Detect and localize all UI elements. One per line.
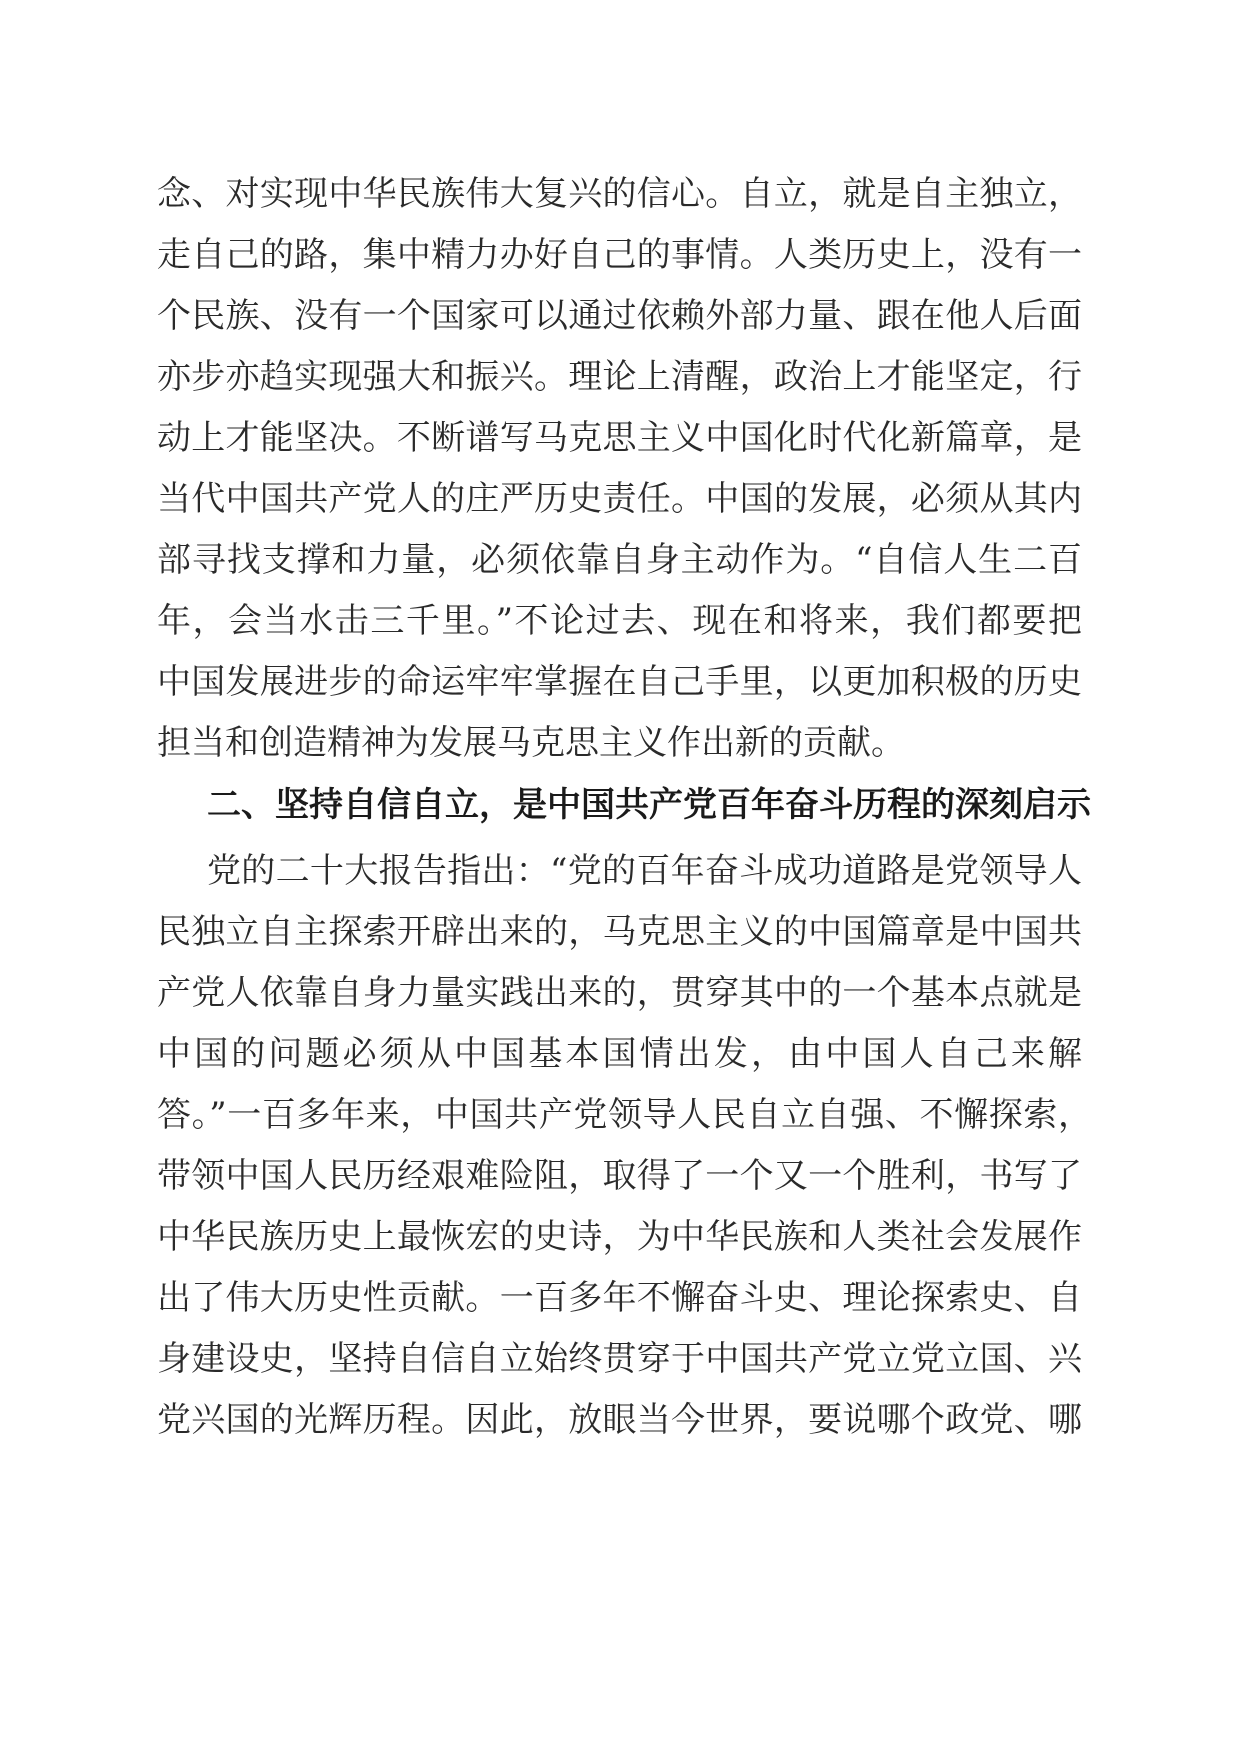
paragraph-1-line-3: 个民族、没有一个国家可以通过依赖外部力量、跟在他人后面	[157, 296, 1082, 336]
paragraph-2-line-8: 出了伟大历史性贡献。一百多年不懈奋斗史、理论探索史、自	[157, 1278, 1082, 1318]
paragraph-2-line-5: 答。”一百多年来，中国共产党领导人民自立自强、不懈探索，	[157, 1095, 1092, 1135]
paragraph-1-line-6: 当代中国共产党人的庄严历史责任。中国的发展，必须从其内	[157, 479, 1082, 519]
paragraph-1-line-1: 念、对实现中华民族伟大复兴的信心。自立，就是自主独立，	[157, 174, 1082, 214]
paragraph-2-line-9: 身建设史，坚持自信自立始终贯穿于中国共产党立党立国、兴	[157, 1339, 1082, 1379]
paragraph-1-line-8: 年，会当水击三千里。”不论过去、现在和将来，我们都要把	[157, 601, 1082, 641]
section-heading: 二、坚持自信自立，是中国共产党百年奋斗历程的深刻启示	[207, 785, 1091, 825]
paragraph-1-line-9: 中国发展进步的命运牢牢掌握在自己手里，以更加积极的历史	[157, 662, 1082, 702]
paragraph-2-line-2: 民独立自主探索开辟出来的，马克思主义的中国篇章是中国共	[157, 912, 1082, 952]
paragraph-2-line-6: 带领中国人民历经艰难险阻，取得了一个又一个胜利，书写了	[157, 1156, 1082, 1196]
paragraph-1-line-4: 亦步亦趋实现强大和振兴。理论上清醒，政治上才能坚定，行	[157, 357, 1082, 397]
paragraph-1-line-10: 担当和创造精神为发展马克思主义作出新的贡献。	[157, 723, 905, 763]
paragraph-1-line-2: 走自己的路，集中精力办好自己的事情。人类历史上，没有一	[157, 235, 1082, 275]
paragraph-2-line-7: 中华民族历史上最恢宏的史诗，为中华民族和人类社会发展作	[157, 1217, 1082, 1257]
paragraph-2-line-1: 党的二十大报告指出：“党的百年奋斗成功道路是党领导人	[207, 851, 1082, 891]
paragraph-1-line-7: 部寻找支撑和力量，必须依靠自身主动作为。“自信人生二百	[157, 540, 1082, 580]
paragraph-2-line-4: 中国的问题必须从中国基本国情出发，由中国人自己来解	[157, 1034, 1082, 1074]
paragraph-2-line-10: 党兴国的光辉历程。因此，放眼当今世界，要说哪个政党、哪	[157, 1400, 1082, 1440]
paragraph-1-line-5: 动上才能坚决。不断谱写马克思主义中国化时代化新篇章，是	[157, 418, 1082, 458]
paragraph-2-line-3: 产党人依靠自身力量实践出来的，贯穿其中的一个基本点就是	[157, 973, 1082, 1013]
